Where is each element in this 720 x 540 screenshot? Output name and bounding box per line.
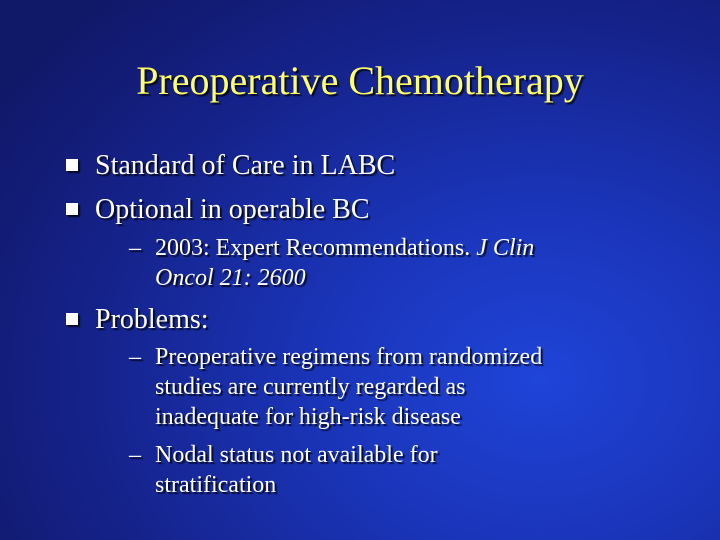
sub-bullet-line: stratification [155,472,277,498]
sub-bullet-line [129,233,534,263]
slide-title: Preoperative Chemotherapy [136,58,584,103]
sub-bullet-item [129,233,534,293]
bullet-item [95,303,209,336]
sub-bullet-item [129,440,438,500]
bullet-text: Standard of Care in LABC [95,150,396,181]
bullet-item [95,193,370,226]
sub-bullet-line: inadequate for high-risk disease [155,404,461,430]
sub-bullet-line: Nodal status not available for [155,442,438,468]
dash-marker: – [129,235,141,261]
sub-bullet-item [129,342,542,432]
square-bullet-icon [66,313,78,325]
dash-marker: – [129,442,141,468]
bullet-text: Problems: [95,304,209,335]
citation-plain: 2003: Expert Recommendations. [155,235,477,261]
citation-journal-cont: Oncol 21: 2600 [155,265,306,291]
bullet-text: Optional in operable BC [95,194,370,225]
sub-bullet-line: Preoperative regimens from randomized [155,344,543,370]
square-bullet-icon [66,203,78,215]
square-bullet-icon [66,159,78,171]
sub-bullet-line: studies are currently regarded as [155,374,466,400]
citation-journal: J Clin [476,235,535,261]
dash-marker: – [129,344,141,370]
bullet-item [95,149,395,182]
